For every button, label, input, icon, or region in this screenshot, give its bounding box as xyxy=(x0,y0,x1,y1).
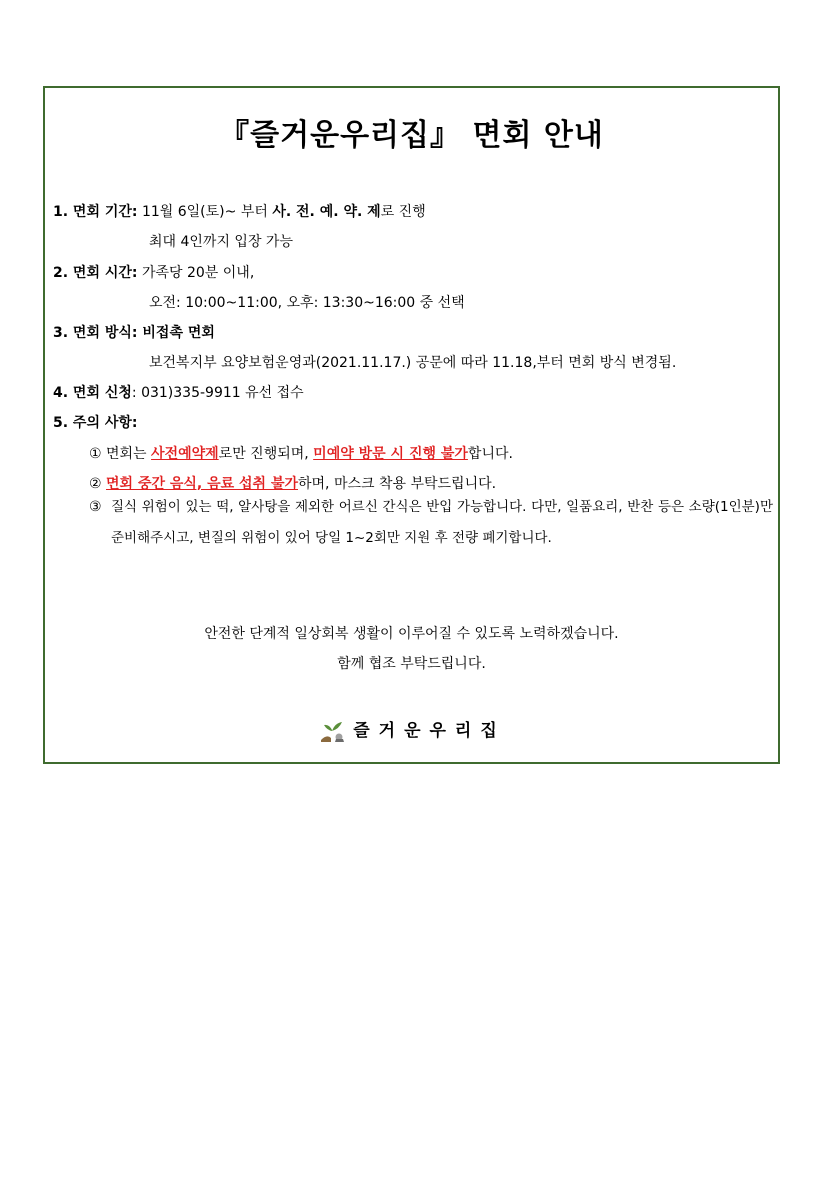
note1-b: 로만 진행되며, xyxy=(218,446,314,462)
note-2 xyxy=(89,473,496,493)
note1-red2: 미예약 방문 시 진행 불가 xyxy=(313,446,468,462)
note2-num: ② xyxy=(89,476,102,492)
note-1 xyxy=(89,443,513,463)
method-line2: 보건복지부 요양보험운영과(2021.11.17.) 공문에 따라 11.18,부터 면회 방식 변경됨. xyxy=(149,355,677,371)
note2-red: 면회 중간 음식, 음료 섭취 불가 xyxy=(106,476,298,492)
item-apply xyxy=(53,382,304,402)
note1-a: 면회는 xyxy=(101,446,152,462)
notice-frame xyxy=(43,86,780,764)
apply-label: 4. 면회 신청 xyxy=(53,385,132,401)
note2-b: 하며, 마스크 착용 부탁드립니다. xyxy=(298,476,497,492)
time-line1: 가족당 20분 이내, xyxy=(137,265,255,281)
closing-line2: 함께 협조 부탁드립니다. xyxy=(337,656,486,672)
apply-colon: : xyxy=(131,385,137,401)
period-bold: 사. 전. 예. 약. 제 xyxy=(272,204,381,220)
house-plant-logo-icon xyxy=(317,718,347,744)
period-post: 로 진행 xyxy=(380,204,426,220)
closing-line1: 안전한 단계적 일상회복 생활이 이루어질 수 있도록 노력하겠습니다. xyxy=(204,626,619,642)
note1-c: 합니다. xyxy=(467,446,513,462)
time-label: 2. 면회 시간: xyxy=(53,265,138,281)
method-label: 3. 면회 방식: xyxy=(53,325,138,341)
item-method xyxy=(53,322,215,342)
signature xyxy=(45,716,778,744)
item-period xyxy=(53,201,426,221)
signature-text: 즐거운우리집 xyxy=(353,721,506,741)
period-label: 1. 면회 기간: xyxy=(53,204,138,220)
notes-label: 5. 주의 사항: xyxy=(53,415,138,431)
note1-num: ① xyxy=(89,446,102,462)
period-line2: 최대 4인까지 입장 가능 xyxy=(149,234,293,250)
page-title: 『즐거운우리집』 면회 안내 xyxy=(219,118,604,153)
period-pre: 11월 6일(토)~ 부터 xyxy=(137,204,273,220)
note1-red1: 사전예약제 xyxy=(151,446,219,462)
apply-value: 031)335-9911 유선 접수 xyxy=(136,385,304,401)
note3-text: 질식 위험이 있는 떡, 알사탕을 제외한 어르신 간식은 반입 가능합니다. 다만, 일품요리, 반찬 등은 소량(1인분)만 준비해주시고, 변질의 위험이 있어 당일 1~2회만 지원 후 전량 폐기합니다. xyxy=(111,499,773,546)
time-line2: 오전: 10:00~11:00, 오후: 13:30~16:00 중 선택 xyxy=(149,295,465,311)
item-notes xyxy=(53,412,138,432)
item-time xyxy=(53,262,254,282)
method-value: 비접촉 면회 xyxy=(137,325,215,341)
note3-num: ③ xyxy=(89,499,102,515)
